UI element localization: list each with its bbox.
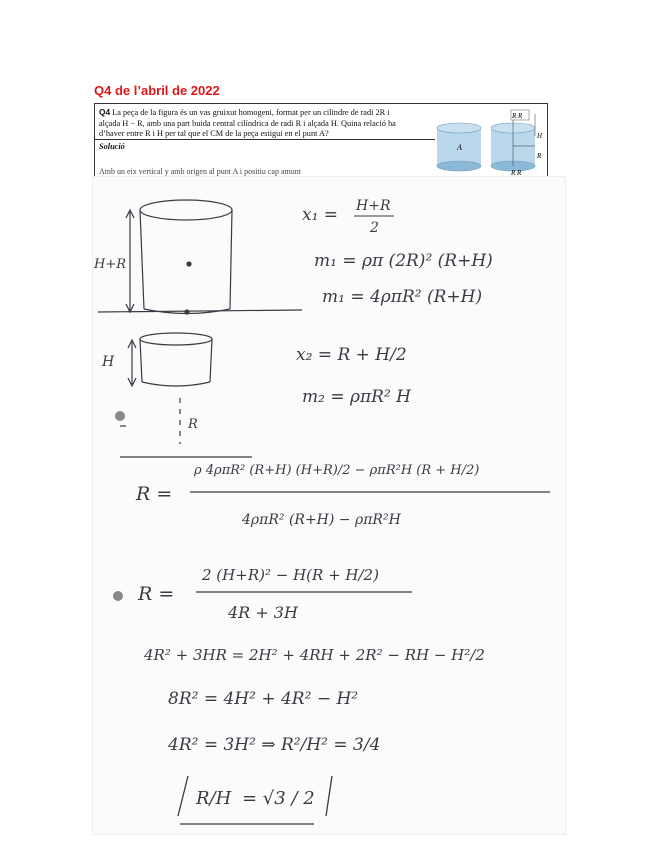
problem-statement	[94, 103, 548, 176]
cylinder-section-view	[491, 110, 543, 176]
inner-cylinder-sketch	[120, 333, 252, 457]
result-lhs: R/H	[196, 788, 232, 809]
cm-equation-2	[137, 566, 412, 622]
m2-formula: m₂ = ρπR² H	[302, 387, 411, 407]
label-h-plus-r: H+R	[94, 257, 127, 272]
x1-formula	[302, 198, 394, 236]
x2-formula: x₂ = R + H/2	[296, 345, 407, 365]
problem-line-2: alçada H − R, amb una part buida central cilíndrica de radi R i alçada H. Quina relació ha	[99, 118, 396, 128]
label-r: R	[188, 417, 198, 432]
problem-number: Q4	[99, 107, 111, 117]
h-dim-label: H	[537, 132, 543, 140]
x1-denominator: 2	[370, 220, 379, 236]
final-result	[178, 776, 332, 824]
m1-formula: m₁ = ρπ (2R)² (R+H)	[314, 251, 493, 271]
eq2-denominator: 4R + 3H	[228, 603, 298, 622]
binder-hole	[113, 591, 123, 601]
m1-simplified: m₁ = 4ρπR² (R+H)	[322, 287, 483, 307]
vessel-figure	[433, 106, 545, 176]
eq2-lhs: R =	[138, 583, 175, 605]
eq1-denominator: 4ρπR² (R+H) − ρπR²H	[242, 512, 401, 528]
solution-label: Solució	[99, 142, 125, 151]
point-a-label: A	[457, 143, 462, 152]
eq1-lhs: R =	[136, 483, 173, 505]
r-dim-label: R	[537, 152, 542, 160]
binder-hole	[115, 411, 125, 421]
label-h: H	[102, 354, 115, 370]
bottom-rr-label: R R	[511, 169, 522, 176]
equation-step-4: 8R² = 4H² + 4R² − H²	[168, 689, 359, 709]
result-rhs: = √3 / 2	[242, 788, 315, 809]
problem-text	[99, 107, 434, 140]
cut-off-text: Amb un eix vertical y amb origen al punt A i positiu cap amunt	[99, 167, 301, 176]
problem-line-1: La peça de la figura és un vas gruixut homogeni, format per un cilindre de radi 2R i	[112, 108, 390, 117]
top-rr-label: R R	[512, 112, 523, 120]
page-heading: Q4 de l’abril de 2022	[94, 83, 220, 98]
x1-numerator: H+R	[356, 198, 391, 214]
handwritten-solution-scan	[92, 176, 566, 835]
divider	[95, 139, 435, 140]
x1-lhs: x₁ =	[302, 205, 339, 225]
problem-line-3: d’haver entre R i H per tal que el CM de la peça estigui en el punt A?	[99, 129, 329, 138]
equation-step-3: 4R² + 3HR = 2H² + 4RH + 2R² − RH − H²/2	[144, 646, 485, 664]
equation-step-5: 4R² = 3H² ⇒ R²/H² = 3/4	[168, 735, 381, 755]
handwritten-notes	[92, 176, 566, 835]
cylinder-front-view	[437, 123, 481, 171]
cm-equation-1	[135, 463, 550, 528]
eq2-numerator: 2 (H+R)² − H(R + H/2)	[202, 566, 379, 584]
eq1-numerator: ρ 4ρπR² (R+H) (H+R)/2 − ρπR²H (R + H/2)	[194, 463, 480, 478]
outer-cylinder-sketch	[98, 200, 302, 314]
